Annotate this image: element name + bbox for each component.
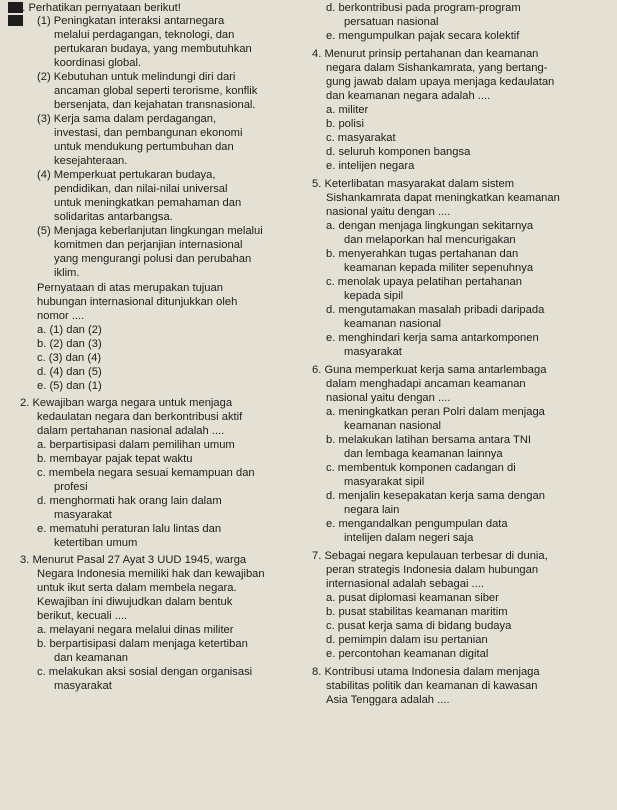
text-line: masyarakat [54, 509, 112, 521]
text-line: negara lain [344, 504, 400, 516]
text-line: kesejahteraan. [54, 155, 128, 167]
text-line: iklim. [54, 267, 80, 279]
text-line: c. (3) dan (4) [37, 352, 102, 364]
text-line: bersenjata, dan kejahatan transnasional. [54, 99, 256, 111]
text-line: d. (4) dan (5) [37, 366, 102, 378]
text-line: untuk ikut serta dalam membela negara. [37, 582, 237, 594]
text-line: berikut, kecuali .... [37, 610, 128, 622]
text-line: dan lembaga keamanan lainnya [344, 448, 503, 460]
text-line: kepada sipil [344, 290, 404, 302]
text-line: 8. Kontribusi utama Indonesia dalam menjaga [312, 666, 540, 678]
text-line: Kewajiban ini diwujudkan dalam bentuk [37, 596, 233, 608]
text-line: b. (2) dan (3) [37, 338, 102, 350]
text-line: dan keamanan [54, 652, 129, 664]
text-line: d. pemimpin dalam isu pertanian [326, 634, 488, 646]
text-line: c. membela negara sesuai kemampuan dan [37, 467, 255, 479]
text-line: b. menyerahkan tugas pertahanan dan [326, 248, 519, 260]
text-line: 6. Guna memperkuat kerja sama antarlembaga [312, 364, 547, 376]
text-line: c. menolak upaya pelatihan pertahanan [326, 276, 522, 288]
text-line: ketertiban umum [54, 537, 138, 549]
text-line: dalam pertahanan nasional adalah .... [37, 425, 225, 437]
text-line: d. menjalin kesepakatan kerja sama dengan [326, 490, 545, 502]
text-line: Negara Indonesia memiliki hak dan kewajiban [37, 568, 265, 580]
text-line: a. meningkatkan peran Polri dalam menjaga [326, 406, 545, 418]
text-line: stabilitas politik dan keamanan di kawasan [326, 680, 538, 692]
text-line: ancaman global seperti terorisme, konflik [54, 85, 258, 97]
text-line: a. (1) dan (2) [37, 324, 102, 336]
text-line: e. menghindari kerja sama antarkomponen [326, 332, 539, 344]
text-line: nomor .... [37, 310, 85, 322]
text-line: investasi, dan pembangunan ekonomi [54, 127, 243, 139]
text-line: keamanan kepada militer sepenuhnya [344, 262, 534, 274]
text-line: a. dengan menjaga lingkungan sekitarnya [326, 220, 534, 232]
text-line: pendidikan, dan nilai-nilai universal [54, 183, 228, 195]
text-line: intelijen dalam negeri saja [344, 532, 474, 544]
text-line: persatuan nasional [344, 16, 439, 28]
text-line: b. membayar pajak tepat waktu [37, 453, 193, 465]
text-line: pertukaran budaya, yang membutuhkan [54, 43, 252, 55]
text-line: masyarakat [54, 680, 112, 692]
text-line: b. berpartisipasi dalam menjaga ketertiban [37, 638, 248, 650]
text-line: peran strategis Indonesia dalam hubungan [326, 564, 539, 576]
text-line: c. masyarakat [326, 132, 396, 144]
text-line: d. berkontribusi pada program-program [326, 2, 521, 14]
text-line: 2. Kewajiban warga negara untuk menjaga [20, 397, 233, 409]
text-line: 3. Menurut Pasal 27 Ayat 3 UUD 1945, warga [20, 554, 247, 566]
text-line: 5. Keterlibatan masyarakat dalam sistem [312, 178, 515, 190]
text-line: yang mengurangi polusi dan perubahan [54, 253, 252, 265]
text-line: (5) Menjaga keberlanjutan lingkungan melalui [37, 225, 263, 237]
text-line: e. mengandalkan pengumpulan data [326, 518, 508, 530]
text-line: e. (5) dan (1) [37, 380, 102, 392]
text-line: (2) Kebutuhan untuk melindungi diri dari [37, 71, 236, 83]
text-line: Sishankamrata dapat meningkatkan keamanan [326, 192, 560, 204]
text-line: b. polisi [326, 118, 364, 130]
text-line: dalam menghadapi ancaman keamanan [326, 378, 526, 390]
text-line: d. menghormati hak orang lain dalam [37, 495, 222, 507]
text-line: 4. Menurut prinsip pertahanan dan keamanan [312, 48, 539, 60]
text-line: c. melakukan aksi sosial dengan organisasi [37, 666, 253, 678]
text-line: profesi [54, 481, 88, 493]
text-line: a. berpartisipasi dalam pemilihan umum [37, 439, 235, 451]
text-line: e. percontohan keamanan digital [326, 648, 489, 660]
text-line: keamanan nasional [344, 420, 442, 432]
text-line: a. pusat diplomasi keamanan siber [326, 592, 499, 604]
text-line: gung jawab dalam upaya menjaga kedaulatan [326, 76, 555, 88]
text-line: internasional adalah sebagai .... [326, 578, 484, 590]
text-line: untuk meningkatkan pemahaman dan [54, 197, 242, 209]
text-line: a. melayani negara melalui dinas militer [37, 624, 234, 636]
text-line: e. mematuhi peraturan lalu lintas dan [37, 523, 222, 535]
text-line: hubungan internasional ditunjukkan oleh [37, 296, 238, 308]
text-line: b. pusat stabilitas keamanan maritim [326, 606, 508, 618]
text-line: d. seluruh komponen bangsa [326, 146, 471, 158]
text-line: 1. Perhatikan pernyataan berikut! [16, 2, 181, 14]
text-line: Asia Tenggara adalah .... [326, 694, 450, 706]
text-line: dan keamanan negara adalah .... [326, 90, 491, 102]
text-line: c. membentuk komponen cadangan di [326, 462, 516, 474]
text-line: (3) Kerja sama dalam perdagangan, [37, 113, 217, 125]
text-line: koordinasi global. [54, 57, 142, 69]
text-line: b. melakukan latihan bersama antara TNI [326, 434, 532, 446]
text-line: (1) Peningkatan interaksi antarnegara [37, 15, 225, 27]
text-line: e. intelijen negara [326, 160, 415, 172]
text-line: nasional yaitu dengan .... [326, 392, 451, 404]
text-line: nasional yaitu dengan .... [326, 206, 451, 218]
text-line: masyarakat sipil [344, 476, 425, 488]
text-line: komitmen dan perjanjian internasional [54, 239, 243, 251]
notes-label-box [8, 15, 23, 26]
text-line: keamanan nasional [344, 318, 442, 330]
text-line: kedaulatan negara dan berkontribusi aktif [37, 411, 243, 423]
text-line: solidaritas antarbangsa. [54, 211, 173, 223]
text-line: a. militer [326, 104, 369, 116]
text-line: (4) Memperkuat pertukaran budaya, [37, 169, 216, 181]
text-line: e. mengumpulkan pajak secara kolektif [326, 30, 520, 42]
text-line: masyarakat [344, 346, 402, 358]
text-line: d. mengutamakan masalah pribadi daripada [326, 304, 545, 316]
text-line: c. pusat kerja sama di bidang budaya [326, 620, 512, 632]
text-line: 7. Sebagai negara kepulauan terbesar di dunia, [312, 550, 548, 562]
text-line: dan melaporkan hal mencurigakan [344, 234, 516, 246]
text-line: negara dalam Sishankamrata, yang bertang- [326, 62, 548, 74]
text-line: untuk mendukung pertumbuhan dan [54, 141, 234, 153]
text-line: Pernyataan di atas merupakan tujuan [37, 282, 223, 294]
text-line: melalui perdagangan, teknologi, dan [54, 29, 235, 41]
